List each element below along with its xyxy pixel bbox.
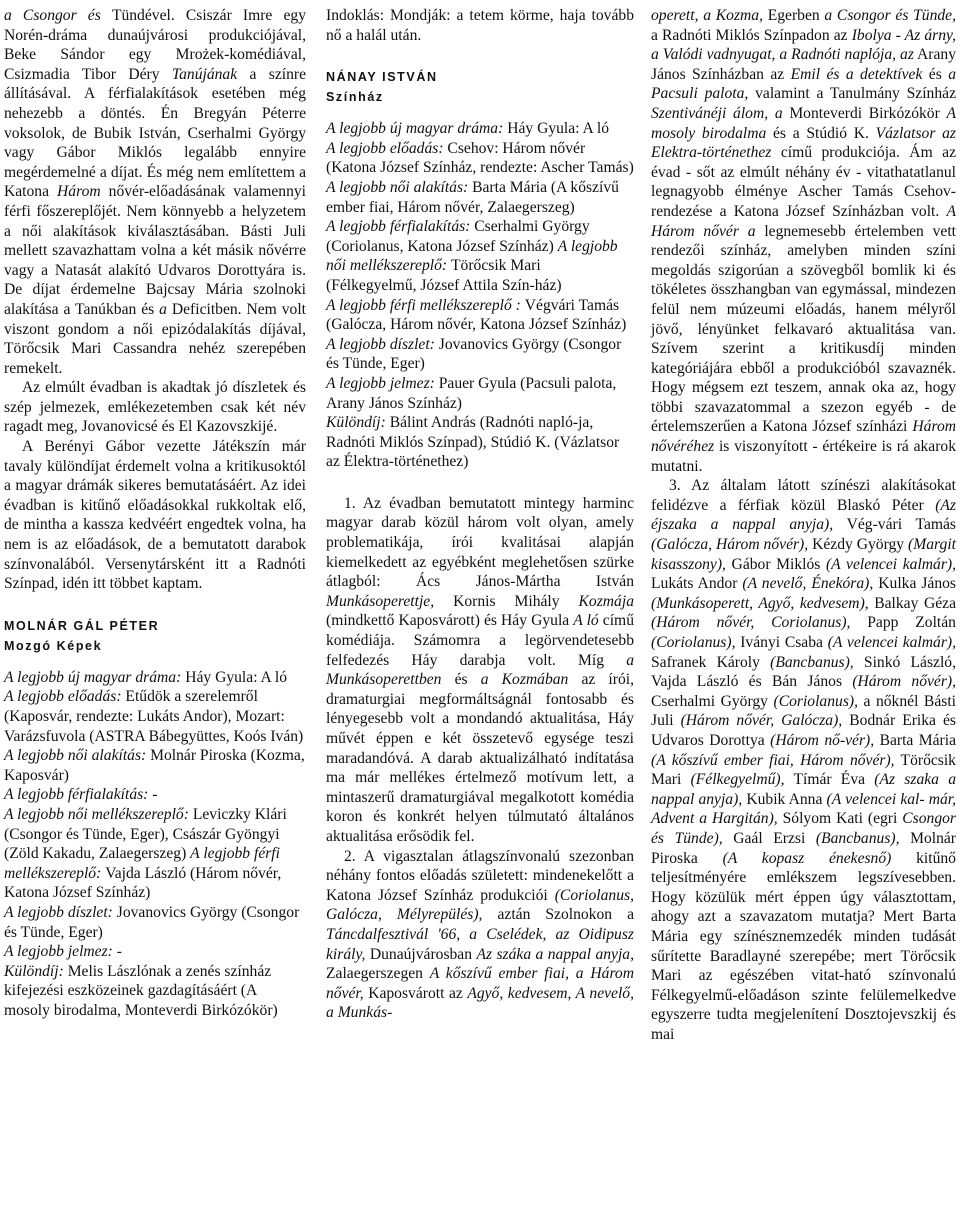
text-run: is viszonyított - értékeire is rá akarok mutatni.: [651, 438, 956, 475]
text-run: Törőcsik Mari: [651, 751, 956, 789]
text-run: Jovanovics György (Csongor és Tünde, Eger): [326, 335, 622, 373]
text-run: Csehov: Három nővér (Katona József Színház, rendezte: Ascher Tamás): [326, 139, 634, 177]
italic-text-run: A legjobb jelmez:: [326, 374, 439, 392]
text-run: Törőcsik Mari (Félkegyelmű, József Attila Szín-ház): [326, 257, 562, 294]
award-list: [326, 119, 634, 472]
italic-text-run: A legjobb előadás:: [326, 139, 448, 157]
italic-text-run: Agyő, kedvesem, A nevelő, a Munkás-: [326, 984, 634, 1022]
italic-text-run: A legjobb férfialakítás:: [326, 218, 475, 236]
text-run: Kubik Anna: [742, 790, 827, 808]
text-run: Kulka János: [873, 575, 956, 593]
text-run: Kornis Mihály: [434, 592, 579, 610]
italic-text-run: A legjobb férfialakítás: -: [4, 786, 158, 804]
text-run: Bálint András (Radnóti napló-ja, Radnóti Miklós Színpad), Stúdió K. (Vázlatsor az Élektra-történethez): [326, 414, 620, 471]
italic-text-run: A legjobb női mellékszereplő:: [326, 237, 618, 275]
italic-text-run: a: [159, 300, 167, 318]
text-run: Balkay Géza: [868, 594, 956, 612]
italic-text-run: A legjobb előadás:: [4, 688, 126, 706]
text-run: Molnár Piroska (Kozma, Kaposvár): [4, 747, 305, 784]
text-run: Zalaegerszegen: [326, 965, 430, 983]
italic-text-run: Az száka a nappal anyja,: [476, 945, 635, 963]
italic-text-run: Táncdalfesztivál '66, a Cselédek, az Oidipusz király,: [326, 925, 634, 963]
text-run: Gábor Miklós: [725, 555, 826, 573]
italic-text-run: Munkásoperettje,: [326, 592, 435, 610]
critic-outlet: Színház: [326, 90, 384, 105]
italic-text-run: A legjobb díszlet:: [326, 335, 439, 353]
text-run: Etűdök a szerelemről (Kaposvár, rendezte: Lukáts Andor), Mozart: Varázsfuvola (ASTRA Bábegyüttes, Koós Iván): [4, 688, 304, 745]
text-run: Leviczky Klári (Csongor és Tünde, Eger), Császár Gyöngyi (Zöld Kakadu, Zalaegerszeg): [4, 805, 287, 863]
italic-text-run: (A velencei kalmár),: [827, 634, 956, 651]
text-run: című produkciója. Ám az évad - sőt az elmúlt néhány év - vitathatatlanul legnagyobb élménye Ascher Tamás Csehov-rendezése a Katona József Színházban volt.: [651, 144, 956, 220]
text-run: Safranek Károly: [651, 653, 771, 671]
text-run: és: [922, 65, 949, 83]
column-3: [651, 6, 956, 1044]
italic-text-run: (A kopasz énekesnő): [722, 849, 892, 867]
italic-text-run: a Kozmában: [480, 671, 569, 689]
col1-paragraph-1: [4, 6, 306, 378]
italic-text-run: Különdíj:: [326, 414, 390, 432]
text-run: Gaál Erzsi: [722, 829, 816, 847]
italic-text-run: A Három nővér a: [651, 202, 956, 240]
award-entry: [4, 746, 306, 785]
critic-outlet: Mozgó Képek: [4, 638, 103, 653]
italic-text-run: Csongor és Tünde),: [651, 810, 956, 847]
text-run: Egerben: [762, 7, 825, 24]
italic-text-run: Kozmája: [578, 592, 634, 610]
text-run: Végvári Tamás (Galócza, Három nővér, Katona József Színház): [326, 296, 627, 334]
text-run: 1. Az évadban bemutatott mintegy harminc magyar darab közül három volt olyan, amely problematikája, írói kvalitásai alapján kiemelkedett az egyébként meglehetősen szürke átlagból: Ács János-Mártha István: [326, 494, 634, 591]
critic-name: MOLNÁR GÁL PÉTER: [4, 618, 160, 633]
text-run: nővér-előadásának valamennyi férfi főszereplőjét. Nem könnyebb a helyzetem a női alakítások kiválasztásában. Básti Juli mellett szavazhattam volna a két másik nővérre vagy a Natasát alakító Udvaros Dorottyára is. De díjat érdemelne Bajcsay Mária szolnoki alakítása a Tanúkban és: [4, 183, 306, 318]
italic-text-run: Három nővéréhez: [651, 418, 956, 456]
text-run: Az elmúlt évadban is akadtak jó díszletek és szép jelmezek, emlékezetemben csak két név ragadt meg, Jovanovicsé és El Kazovszkijé.: [4, 379, 306, 436]
text-run: Sinkó László, Vajda László és Bán János: [651, 653, 956, 691]
italic-text-run: a Csongor és Tünde,: [824, 7, 957, 24]
text-run: Vajda László (Három nővér, Katona József Színház): [4, 864, 282, 902]
col3-paragraph-2: [651, 476, 956, 1044]
text-run: a Radnóti Miklós Színpadon az: [651, 26, 852, 44]
italic-text-run: Különdíj:: [4, 962, 68, 980]
text-run: című komédiája. Számomra a legörvendetesebb felfedezés Háy darabja volt. Míg: [326, 612, 634, 669]
italic-text-run: (Bancbanus),: [770, 653, 854, 671]
text-run: Arany János Színházban az: [651, 46, 957, 83]
italic-text-run: operett, a Kozma,: [651, 7, 763, 24]
text-run: Cserhalmi György: [651, 692, 774, 710]
text-run: Jovanovics György (Csongor és Tünde, Eger): [4, 903, 300, 941]
italic-text-run: A legjobb férfi mellékszereplő :: [326, 296, 525, 314]
italic-text-run: (Három nővér, Galócza),: [680, 712, 843, 730]
text-run: Cserhalmi György (Coriolanus, Katona József Színház): [326, 218, 590, 255]
award-entry: [326, 139, 634, 178]
italic-text-run: A legjobb jelmez: -: [4, 943, 122, 961]
text-run: Indoklás: Mondják: a tetem körme, haja tovább nő a halál után.: [326, 7, 634, 44]
text-run: Barta Mária (A kőszívű ember fiai, Három nővér, Zalaegerszeg): [326, 178, 619, 216]
text-run: Tündével. Csiszár Imre egy Norén-dráma dunaújvárosi produkciójával, Beke Sándor egy Mrożek-komédiával, Csizmadia Tibor Déry: [4, 7, 306, 83]
italic-text-run: (Bancbanus),: [815, 829, 900, 847]
italic-text-run: (A kőszívű ember fiai, Három nővér),: [651, 751, 895, 769]
italic-text-run: (Az éjszaka a nappal anyja),: [651, 496, 956, 534]
text-run: Kézdy György: [808, 536, 909, 554]
italic-text-run: Szentivánéji álom, a: [651, 104, 783, 122]
text-run: az írói, dramaturgiai megformáltságnál fontosabb és lényegesebb volt a mondandó aktualitása, Háy művét éppen e két összetevő egysége teszi maradandóvá. A darab aktualizálható indítatása ma már mellékes értelmező motívum lett, a mintaszerű dramaturgiával megalkotott komédia koron és konkrét helyen túlmutató általános aktualitása erősödik fel.: [326, 671, 634, 845]
italic-text-run: (Margit kisasszony),: [651, 536, 956, 573]
italic-text-run: Három: [57, 183, 101, 201]
column-2: [326, 6, 634, 1023]
text-run: Molnár Piroska: [651, 829, 956, 867]
award-entry: [4, 668, 306, 688]
text-run: és a Stúdió K.: [766, 124, 876, 142]
text-run: aztán Szolnokon a: [482, 906, 635, 924]
award-entry: [326, 335, 634, 374]
italic-text-run: (A nevelő, Énekóra),: [742, 575, 874, 593]
text-run: Barta Mária: [874, 731, 956, 749]
italic-text-run: A legjobb új magyar dráma:: [4, 668, 186, 686]
text-run: Pauer Gyula (Pacsuli palota, Arany János Színház): [326, 374, 617, 412]
award-entry: [4, 687, 306, 746]
text-run: a színre állításával. A férfialakítások esetében még nehezebb a döntés. Én Bregyán Péterre voksolok, de Bubik István, Cserhalmi György vagy Gábor Miklós legalább ennyire megérdemelné a díjat. És még nem említettem a Katona: [4, 65, 306, 201]
text-run: Dunaújvárosban: [365, 945, 477, 963]
award-entry: [326, 374, 634, 413]
award-entry: [4, 785, 306, 805]
italic-text-run: a Munkásoperettben: [326, 651, 634, 689]
text-run: Kaposvárott az: [363, 984, 468, 1002]
col1-paragraph-3: [4, 437, 306, 594]
italic-text-run: (Galócza, Három nővér),: [651, 536, 809, 554]
award-entry: [4, 903, 306, 942]
award-entry: [326, 178, 634, 217]
text-run: legnemesebb értelemben vett rendezői színház, amelyben minden színi megoldás szigorúan a szövegből bomlik ki és tökéletes összhangban van egymással, mindezen felül nem múzeumi előadás, hanem mélyről jövő, lényünket felkavaró aktualitása van. Szívem szerint a kritikusdíj minden kategóriájára ebből a produkcióból szavaznék. Hogy mégsem ezt teszem, annak oka az, hogy többi szavazatommal a szezon egyéb - de értelemszerűen a Katona József színházi: [651, 222, 956, 436]
italic-text-run: A legjobb férfi mellékszereplő:: [4, 845, 280, 882]
award-entry: [326, 296, 634, 335]
text-run: Bodnár Erika és Udvaros Dorottya: [651, 712, 956, 749]
italic-text-run: a Csongor és: [4, 7, 112, 24]
italic-text-run: A kőszívű ember fiai, a Három nővér,: [326, 965, 634, 1002]
award-entry: [4, 962, 306, 1021]
column-1: [4, 6, 306, 1021]
critic-name: NÁNAY ISTVÁN: [326, 70, 438, 85]
text-run: (mindkettő Kaposvárott) és Háy Gyula: [326, 612, 574, 630]
italic-text-run: Ibolya - Az árny, a Valódi vadnyugat, a Radnóti naplója, az: [651, 26, 956, 64]
italic-text-run: Vázlatsor az Elektra-történethez: [651, 124, 956, 162]
text-run: Tímár Éva: [784, 771, 875, 789]
text-run: kitűnő teljesítményére emlékszem legszívesebben. Hogy közülük mért éppen úgy választottam, ahogy azt a szavazatom mutatja? Mert Barta Mária egy színésznemzedék minden tudását sűrítette Baradlayné szerepébe; mert Törőcsik Mari az egészében vitat-ható színvonalú Félkegyelmű-előadáson szinte felülemelkedve egyszerre tudta megjelenítení Dosztojevszkij és mai: [651, 849, 956, 1043]
italic-text-run: (Coriolanus),: [651, 634, 736, 651]
italic-text-run: (Az szaka a nappal anyja),: [651, 771, 956, 808]
text-run: A Berényi Gábor vezette Játékszín már tavaly különdíjat érdemelt volna a kritikusoktól a magyar drámák sikeres bemutatásáért. Az idei évadban is kitűnő előadásokkal rukkoltak elő, de mintha a kassza kedvéért engedtek volna, ha nem is az előadások, de a bemutatott darabok színvonalából. Versenytársként itt a Radnóti Színpad, idén itt többet kaptam.: [4, 438, 306, 593]
italic-text-run: (A velencei kal- már, Advent a Hargitán),: [651, 790, 956, 828]
col2-paragraph-2: [326, 494, 634, 847]
text-run: Háy Gyula: A ló: [185, 668, 287, 686]
award-entry: [326, 413, 634, 472]
text-run: Melis Lászlónak a zenés színház kifejezési eszközeinek gazdagításáért (A mosoly birodalma, Monteverdi Birkózókör): [4, 962, 278, 1019]
col2-paragraph-1: [326, 6, 634, 45]
italic-text-run: A ló: [573, 612, 599, 630]
text-run: valamint a Tanulmány Színház: [748, 85, 956, 103]
text-run: Sólyom Kati (egri: [777, 810, 903, 828]
italic-text-run: a Pacsuli palota,: [651, 65, 956, 103]
italic-text-run: A legjobb női alakítás:: [326, 178, 473, 196]
italic-text-run: (Félkegyelmű),: [690, 771, 785, 789]
italic-text-run: A legjobb női mellékszereplő:: [4, 805, 193, 823]
italic-text-run: (Munkásoperett, Agyő, kedvesem),: [651, 594, 869, 612]
award-list: [4, 668, 306, 1021]
text-run: 2. A vigasztalan átlagszínvonalú szezonban néhány fontos előadás született: mindenekelőtt a Katona József Színház produkciói: [326, 847, 634, 904]
award-entry: [326, 119, 634, 139]
text-run: és: [441, 671, 481, 689]
italic-text-run: (Coriolanus, Galócza, Mélyrepülés),: [326, 886, 634, 924]
italic-text-run: A legjobb díszlet:: [4, 903, 117, 921]
italic-text-run: (Három nővér),: [852, 673, 957, 691]
italic-text-run: A legjobb női alakítás:: [4, 747, 151, 765]
col2-paragraph-3: [326, 847, 634, 1023]
italic-text-run: Tanújának: [171, 65, 238, 83]
award-entry: [4, 805, 306, 903]
italic-text-run: (A velencei kalmár),: [825, 555, 957, 573]
italic-text-run: Emil és a detektívek: [790, 65, 923, 83]
text-run: Iványi Csaba: [735, 634, 828, 651]
italic-text-run: (Coriolanus),: [773, 692, 858, 710]
text-run: 3. Az általam látott színészi alakításokat felidézve a férfiak közül Blaskó Péter: [651, 477, 956, 514]
award-entry: [4, 942, 306, 962]
italic-text-run: (Három nővér, Coriolanus),: [651, 614, 851, 632]
italic-text-run: A legjobb új magyar dráma:: [326, 120, 508, 138]
italic-text-run: A mosoly birodalma: [651, 104, 957, 142]
award-entry: [326, 217, 634, 295]
text-run: Monteverdi Birkózókör: [782, 104, 947, 122]
text-run: a nőknél Básti Juli: [651, 692, 956, 730]
col1-paragraph-2: [4, 378, 306, 437]
text-run: Lukáts Andor: [651, 575, 743, 593]
col3-paragraph-1: [651, 6, 956, 476]
italic-text-run: (Három nő-vér),: [770, 731, 875, 749]
text-run: Deficitben. Nem volt viszont gondom a női epizódalakítás díjával, Törőcsik Mari Cassandra nehéz szerepében remekelt.: [4, 300, 306, 377]
text-run: Vég-vári Tamás: [833, 516, 956, 534]
text-run: Papp Zoltán: [850, 614, 956, 632]
text-run: Háy Gyula: A ló: [507, 120, 609, 138]
